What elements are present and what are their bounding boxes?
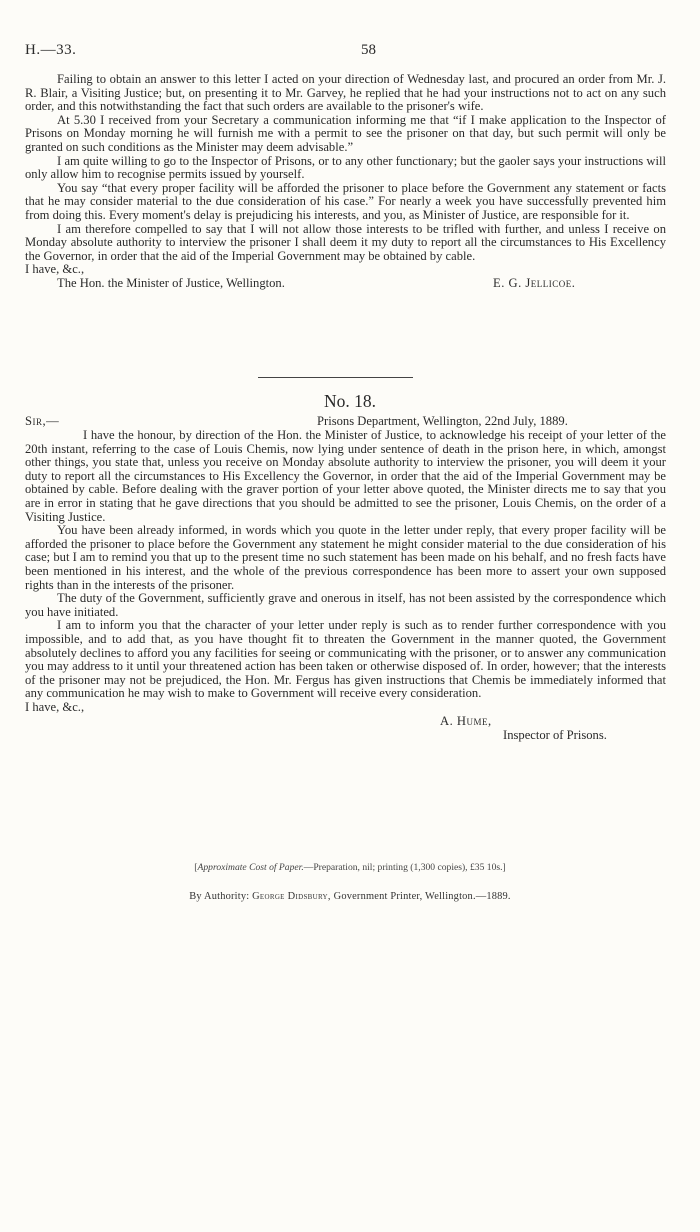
signatory: E. G. Jellicoe. <box>493 276 576 291</box>
letter-jellicoe <box>25 73 666 291</box>
letter-number: No. 18. <box>323 391 376 411</box>
page-number: 58 <box>361 42 376 58</box>
section-divider <box>258 377 413 378</box>
authority-prefix: By Authority: <box>189 891 250 902</box>
printer-detail: Government Printer, Wellington.—1889. <box>333 891 511 902</box>
dateline: Prisons Department, Wellington, 22nd July, 1889. <box>317 414 568 428</box>
salutation-row <box>25 415 666 429</box>
page-header <box>25 42 665 62</box>
printer-imprint <box>0 891 700 902</box>
closing-phrase: I have, &c., <box>25 262 85 277</box>
signatory: A. Hume, <box>440 713 492 728</box>
signature-row <box>25 263 666 277</box>
document-reference: H.—33. <box>25 42 77 58</box>
paragraph: Failing to obtain an answer to this letter I acted on your direction of Wednesday last, and procured an order from Mr. J. R. Blair, a Visiting Justice; but, on presenting it to Mr. Garvey, he replied that he had your instructions not to act on any such order, and this notwithstanding the fact that such orders are available to the prisoner's wife. <box>25 72 666 114</box>
signature-row <box>25 715 666 729</box>
cost-detail: —Preparation, nil; printing (1,300 copies), £35 10s. <box>303 862 503 873</box>
paragraph: At 5.30 I received from your Secretary a communication informing me that “if I make application to the Inspector of Prisons on Monday morning he will furnish me with a permit to see the prisoner on that day, but such permit will only be granted on such conditions as the Minister may deem advisable.” <box>25 112 666 154</box>
paragraph: You have been already informed, in words which you quote in the letter under reply, that every proper facility will be afforded the prisoner to place before the Government any statement he might consider material to the due consideration of his case; but I am to remind you that up to the present time no such statement has been made on his behalf, and no fresh facts have been mentioned in his interest, and the whole of the previous correspondence has been more to assert your own supposed rights than in the interests of the prisoner. <box>25 523 666 592</box>
printer-name: George Didsbury, <box>252 891 331 902</box>
paragraph: I am therefore compelled to say that I will not allow those interests to be trifled with further, and unless I receive on Monday absolute authority to interview the prisoner I shall deem it my duty to report all the circumstances to His Excellency the Governor, in order that the aid of the Imperial Government may be obtained by cable. <box>25 221 666 263</box>
cost-note: [Approximate Cost of Paper.—Preparation, nil; printing (1,300 copies), £35 10s.] <box>194 862 506 873</box>
salutation: Sir,— <box>25 414 60 428</box>
signature-row <box>25 277 666 291</box>
letter-hume <box>25 415 666 743</box>
cost-label: Approximate Cost of Paper. <box>197 862 304 873</box>
signatory-title: Inspector of Prisons. <box>503 727 607 742</box>
addressee: The Hon. the Minister of Justice, Wellington. <box>57 276 285 291</box>
signature-row <box>25 729 666 743</box>
signature-row <box>25 701 666 715</box>
closing-phrase: I have, &c., <box>25 699 85 714</box>
paragraph: You say “that every proper facility will be afforded the prisoner to place before the Government any statement or facts that he may consider material to the due consideration of his case.” For nearly a week you have successfully prevented him from doing this. Every moment's delay is prejudicing his interests, and you, as Minister of Justice, are responsible for it. <box>25 180 666 222</box>
paragraph: I have the honour, by direction of the Hon. the Minister of Justice, to acknowledge his receipt of your letter of the 20th instant, referring to the case of Louis Chemis, now lying under sentence of death in the prison here, in which, amongst other things, you state that, unless you receive on Monday absolute authority to interview the prisoner, you will deem it your duty to report all the circumstances to His Excellency the Governor, in order that the aid of the Imperial Government may be obtained by cable. Before dealing with the graver portion of your letter above quoted, the Minister directs me to say that you are in error in stating that he gave directions that you should be admitted to see the prisoner, Louis Chemis, on the order of a Visiting Justice. <box>25 428 666 524</box>
paragraph: I am quite willing to go to the Inspector of Prisons, or to any other functionary; but the gaoler says your instructions will only allow him to recognise permits issued by yourself. <box>25 153 666 182</box>
paragraph: I am to inform you that the character of your letter under reply is such as to render further correspondence with you impossible, and to add that, as you have thought fit to threaten the Government in the manner quoted, the Government absolutely declines to afford you any facilities for seeing or communicating with the prisoner, or to answer any communication you may address to it until your threatened action has been taken or otherwise disposed of. In order, however; that the interests of the prisoner may not be prejudiced, the Hon. Mr. Fergus has given instructions that Chemis be immediately informed that any communication he may wish to make to Government will receive every consideration. <box>25 618 666 701</box>
paragraph: The duty of the Government, sufficiently grave and onerous in itself, has not been assisted by the correspondence which you have initiated. <box>25 591 666 619</box>
